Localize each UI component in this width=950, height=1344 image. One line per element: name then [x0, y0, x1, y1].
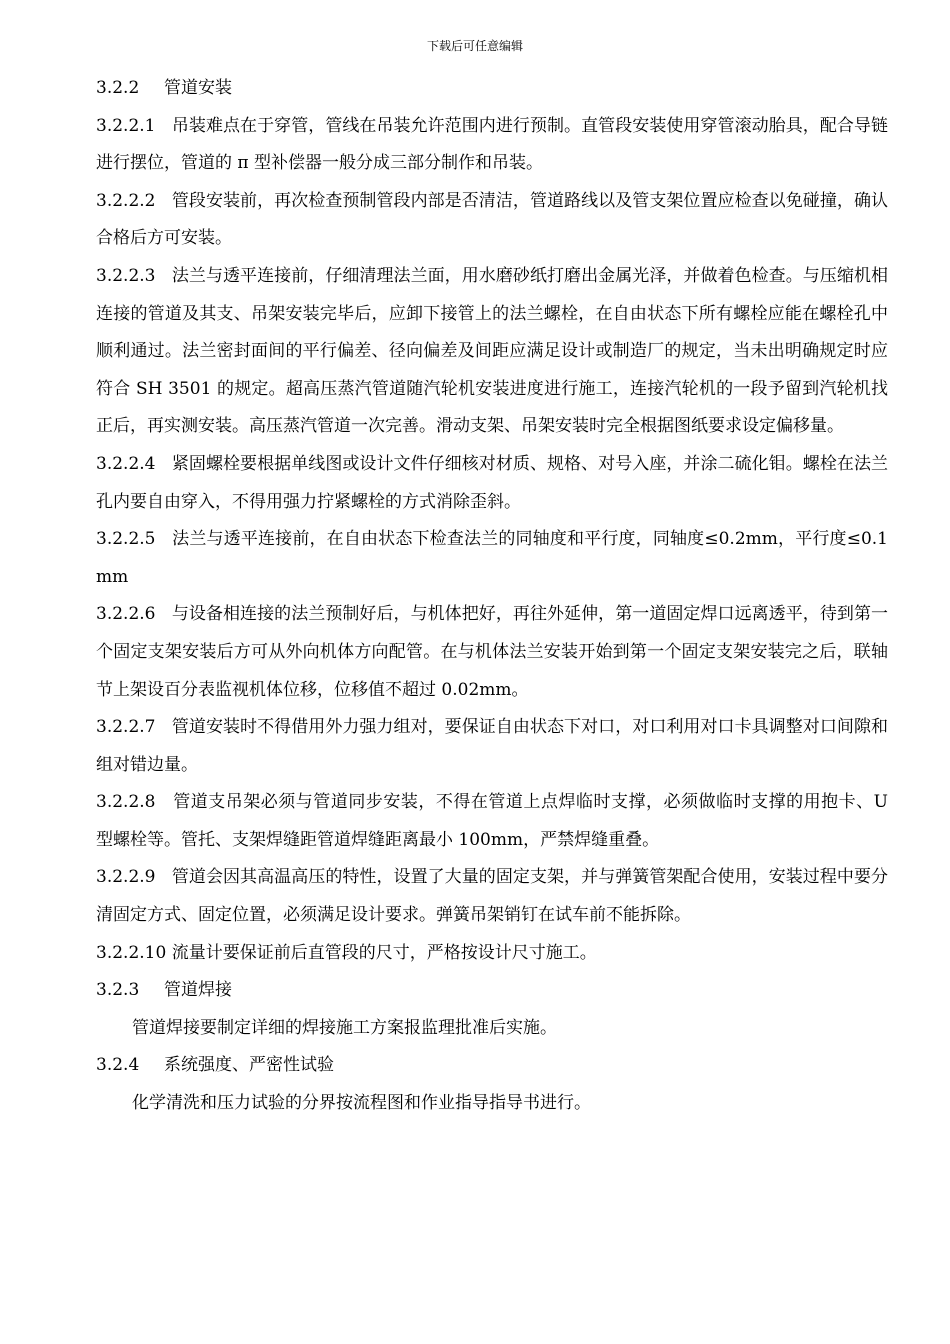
paragraph-3-2-2-8: 3.2.2.8 管道支吊架必须与管道同步安装，不得在管道上点焊临时支撑，必须做临时支撑的用抱卡、U 型螺栓等。管托、支架焊缝距管道焊缝距离最小 100mm，严禁焊缝重叠。: [96, 792, 894, 850]
paragraph-3-2-2-3: 3.2.2.3 法兰与透平连接前，仔细清理法兰面，用水磨砂纸打磨出金属光泽，并做着色检查。与压缩机相连接的管道及其支、吊架安装完毕后，应卸下接管上的法兰螺栓，在自由状态下所有螺栓应能在螺栓孔中顺利通过。法兰密封面间的平行偏差、径向偏差及间距应满足设计或制造厂的规定，当未出明确规定时应符合 SH 3501 的规定。超高压蒸汽管道随汽轮机安装进度进行施工，连接汽轮机的一段予留到汽轮机找正后，再实测安装。高压蒸汽管道一次完善。滑动支架、吊架安装时完全根据图纸要求设定偏移量。: [96, 265, 888, 437]
paragraph-3-2-2-9: 3.2.2.9 管道会因其高温高压的特性，设置了大量的固定支架，并与弹簧管架配合使用，安装过程中要分清固定方式、固定位置，必须满足设计要求。弹簧吊架销钉在试车前不能拆除。: [96, 867, 888, 926]
section-heading-3-2-3: [96, 972, 888, 1010]
page-header-note: 下载后可任意编辑: [426, 39, 523, 53]
paragraph-3-2-2-6: 3.2.2.6 与设备相连接的法兰预制好后，与机体把好，再往外延伸，第一道固定焊口远离透平，待到第一个固定支架安装后方可从外向机体方向配管。在与机体法兰安装开始到第一个固定支架安装完之后，联轴节上架设百分表监视机体位移，位移值不超过 0.02mm。: [96, 604, 888, 700]
section-title: 管道焊接: [164, 980, 232, 1001]
section-number: 3.2.2: [96, 78, 140, 98]
paragraph-welding: 管道焊接要制定详细的焊接施工方案报监理批准后实施。: [132, 1017, 557, 1038]
document-body: [96, 70, 894, 1123]
section-heading-3-2-2: [96, 70, 888, 108]
paragraph-3-2-2-1: 3.2.2.1 吊装难点在于穿管，管线在吊装允许范围内进行预制。直管段安装使用穿管滚动胎具，配合导链进行摆位，管道的 π 型补偿器一般分成三部分制作和吊装。: [96, 115, 888, 174]
section-heading-3-2-4: [96, 1047, 888, 1085]
paragraph-3-2-2-4: 3.2.2.4 紧固螺栓要根据单线图或设计文件仔细核对材质、规格、对号入座，并涂二硫化钼。螺栓在法兰孔内要自由穿入，不得用强力拧紧螺栓的方式消除歪斜。: [96, 453, 888, 512]
paragraph-3-2-2-7: 3.2.2.7 管道安装时不得借用外力强力组对，要保证自由状态下对口，对口利用对口卡具调整对口间隙和组对错边量。: [96, 717, 888, 775]
paragraph-pressure-test: 化学清洗和压力试验的分界按流程图和作业指导指导书进行。: [132, 1093, 591, 1114]
paragraph-3-2-2-5: 3.2.2.5 法兰与透平连接前，在自由状态下检查法兰的同轴度和平行度，同轴度≤0.2mm，平行度≤0.1mm: [96, 529, 888, 587]
paragraph-3-2-2-2: 3.2.2.2 管段安装前，再次检查预制管段内部是否清洁，管道路线以及管支架位置应检查以免碰撞，确认合格后方可安装。: [96, 190, 888, 249]
section-number: 3.2.3: [96, 980, 140, 1001]
section-title: 管道安装: [164, 78, 232, 98]
section-number: 3.2.4: [96, 1055, 140, 1076]
section-title: 系统强度、严密性试验: [164, 1055, 334, 1076]
paragraph-3-2-2-10: 3.2.2.10 流量计要保证前后直管段的尺寸，严格按设计尺寸施工。: [96, 942, 597, 963]
